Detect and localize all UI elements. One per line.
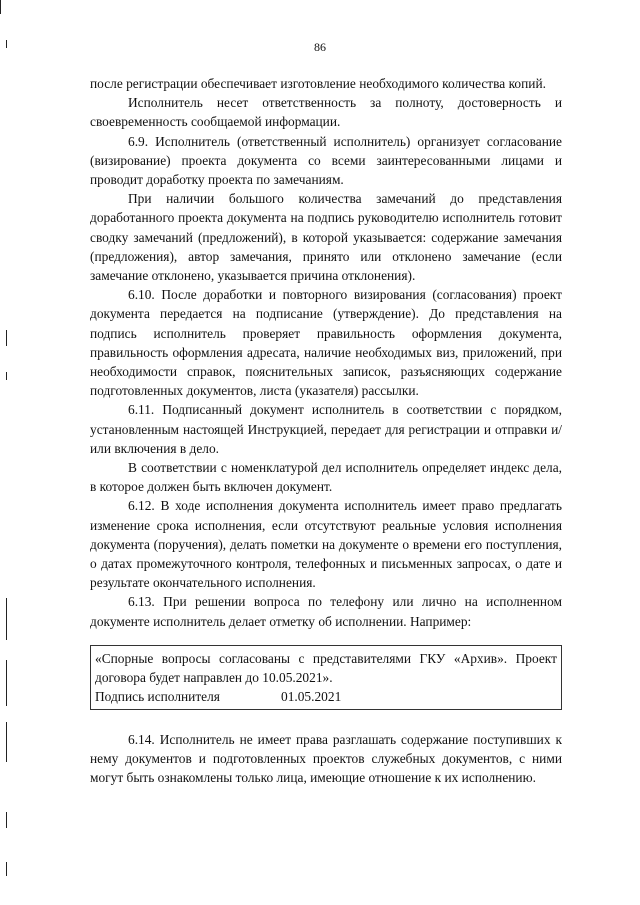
signature-row: [95, 687, 557, 706]
paragraph-6-14: 6.14. Исполнитель не имеет права разглашать содержание поступивших к нему документов и подготовленных проектов служебных документов, с ними могут быть ознакомлены только лица, имеющие отношение к их исполнению.: [90, 731, 562, 785]
signature-label: Подпись исполнителя: [95, 689, 220, 705]
scan-artifact-line: [6, 598, 7, 640]
execution-note-text: «Спорные вопросы согласованы с представителями ГКУ «Архив». Проект договора будет направлен до 10.05.2021».: [95, 650, 557, 686]
paragraph-continuation: после регистрации обеспечивает изготовление необходимого количества копий.: [90, 76, 546, 91]
paragraph-6-9: 6.9. Исполнитель (ответственный исполнитель) организует согласование (визирование) проекта документа со всеми заинтересованными лицами и проводит доработку проекта по замечаниям.: [90, 133, 562, 188]
paragraph-6-11: 6.11. Подписанный документ исполнитель в соответствии с порядком, установленным настоящей Инструкцией, передает для регистрации и отправки и/или включения в дело.: [90, 402, 562, 456]
scan-artifact-line: [6, 330, 7, 346]
paragraph-6-10: 6.10. После доработки и повторного визирования (согласования) проект документа передается на подписание (утверждение). До представления на подпись исполнитель проверяет правильность оформления документа, правильность оформления адресата, наличие необходимых виз, приложений, при необходимости справок, пояснительных записок, разъясняющих содержание подготовленных документов, листа (указателя) рассылки.: [90, 287, 562, 399]
scan-artifact-line: [6, 372, 7, 380]
paragraph-6-13: 6.13. При решении вопроса по телефону или лично на исполненном документе исполнитель делает отметку об исполнении. Например:: [90, 594, 562, 629]
signature-date: 01.05.2021: [281, 689, 342, 705]
paragraph-responsibility: Исполнитель несет ответственность за полноту, достоверность и своевременность сообщаемой информации.: [90, 95, 562, 130]
page-number: 86: [314, 40, 326, 54]
scan-artifact-line: [6, 660, 7, 706]
scan-artifact-line: [6, 862, 7, 876]
scan-artifact-line: [6, 722, 7, 762]
paragraph-remarks-summary: При наличии большого количества замечаний до представления доработанного проекта документа на подпись руководителю исполнитель готовит сводку замечаний (предложений), в которой указывается: содержание замечания (предложения), автор замечания, принято или отклонено замечание (если замечание отклонено, указывается причина отклонения).: [90, 191, 562, 284]
execution-note-example-box: [90, 645, 562, 710]
scan-artifact-line: [6, 812, 7, 828]
document-body: [90, 74, 562, 787]
paragraph-nomenclature: В соответствии с номенклатурой дел исполнитель определяет индекс дела, в которое должен быть включен документ.: [90, 460, 562, 495]
scan-artifact-line: [0, 0, 1, 14]
paragraph-6-12: 6.12. В ходе исполнения документа исполнитель имеет право предлагать изменение срока исполнения, если отсутствуют реальные условия исполнения документа (поручения), делать пометки на документе о времени его поступления, о датах промежуточного контроля, телефонных и письменных запросах, о дате и результате окончательного исполнения.: [90, 498, 562, 591]
